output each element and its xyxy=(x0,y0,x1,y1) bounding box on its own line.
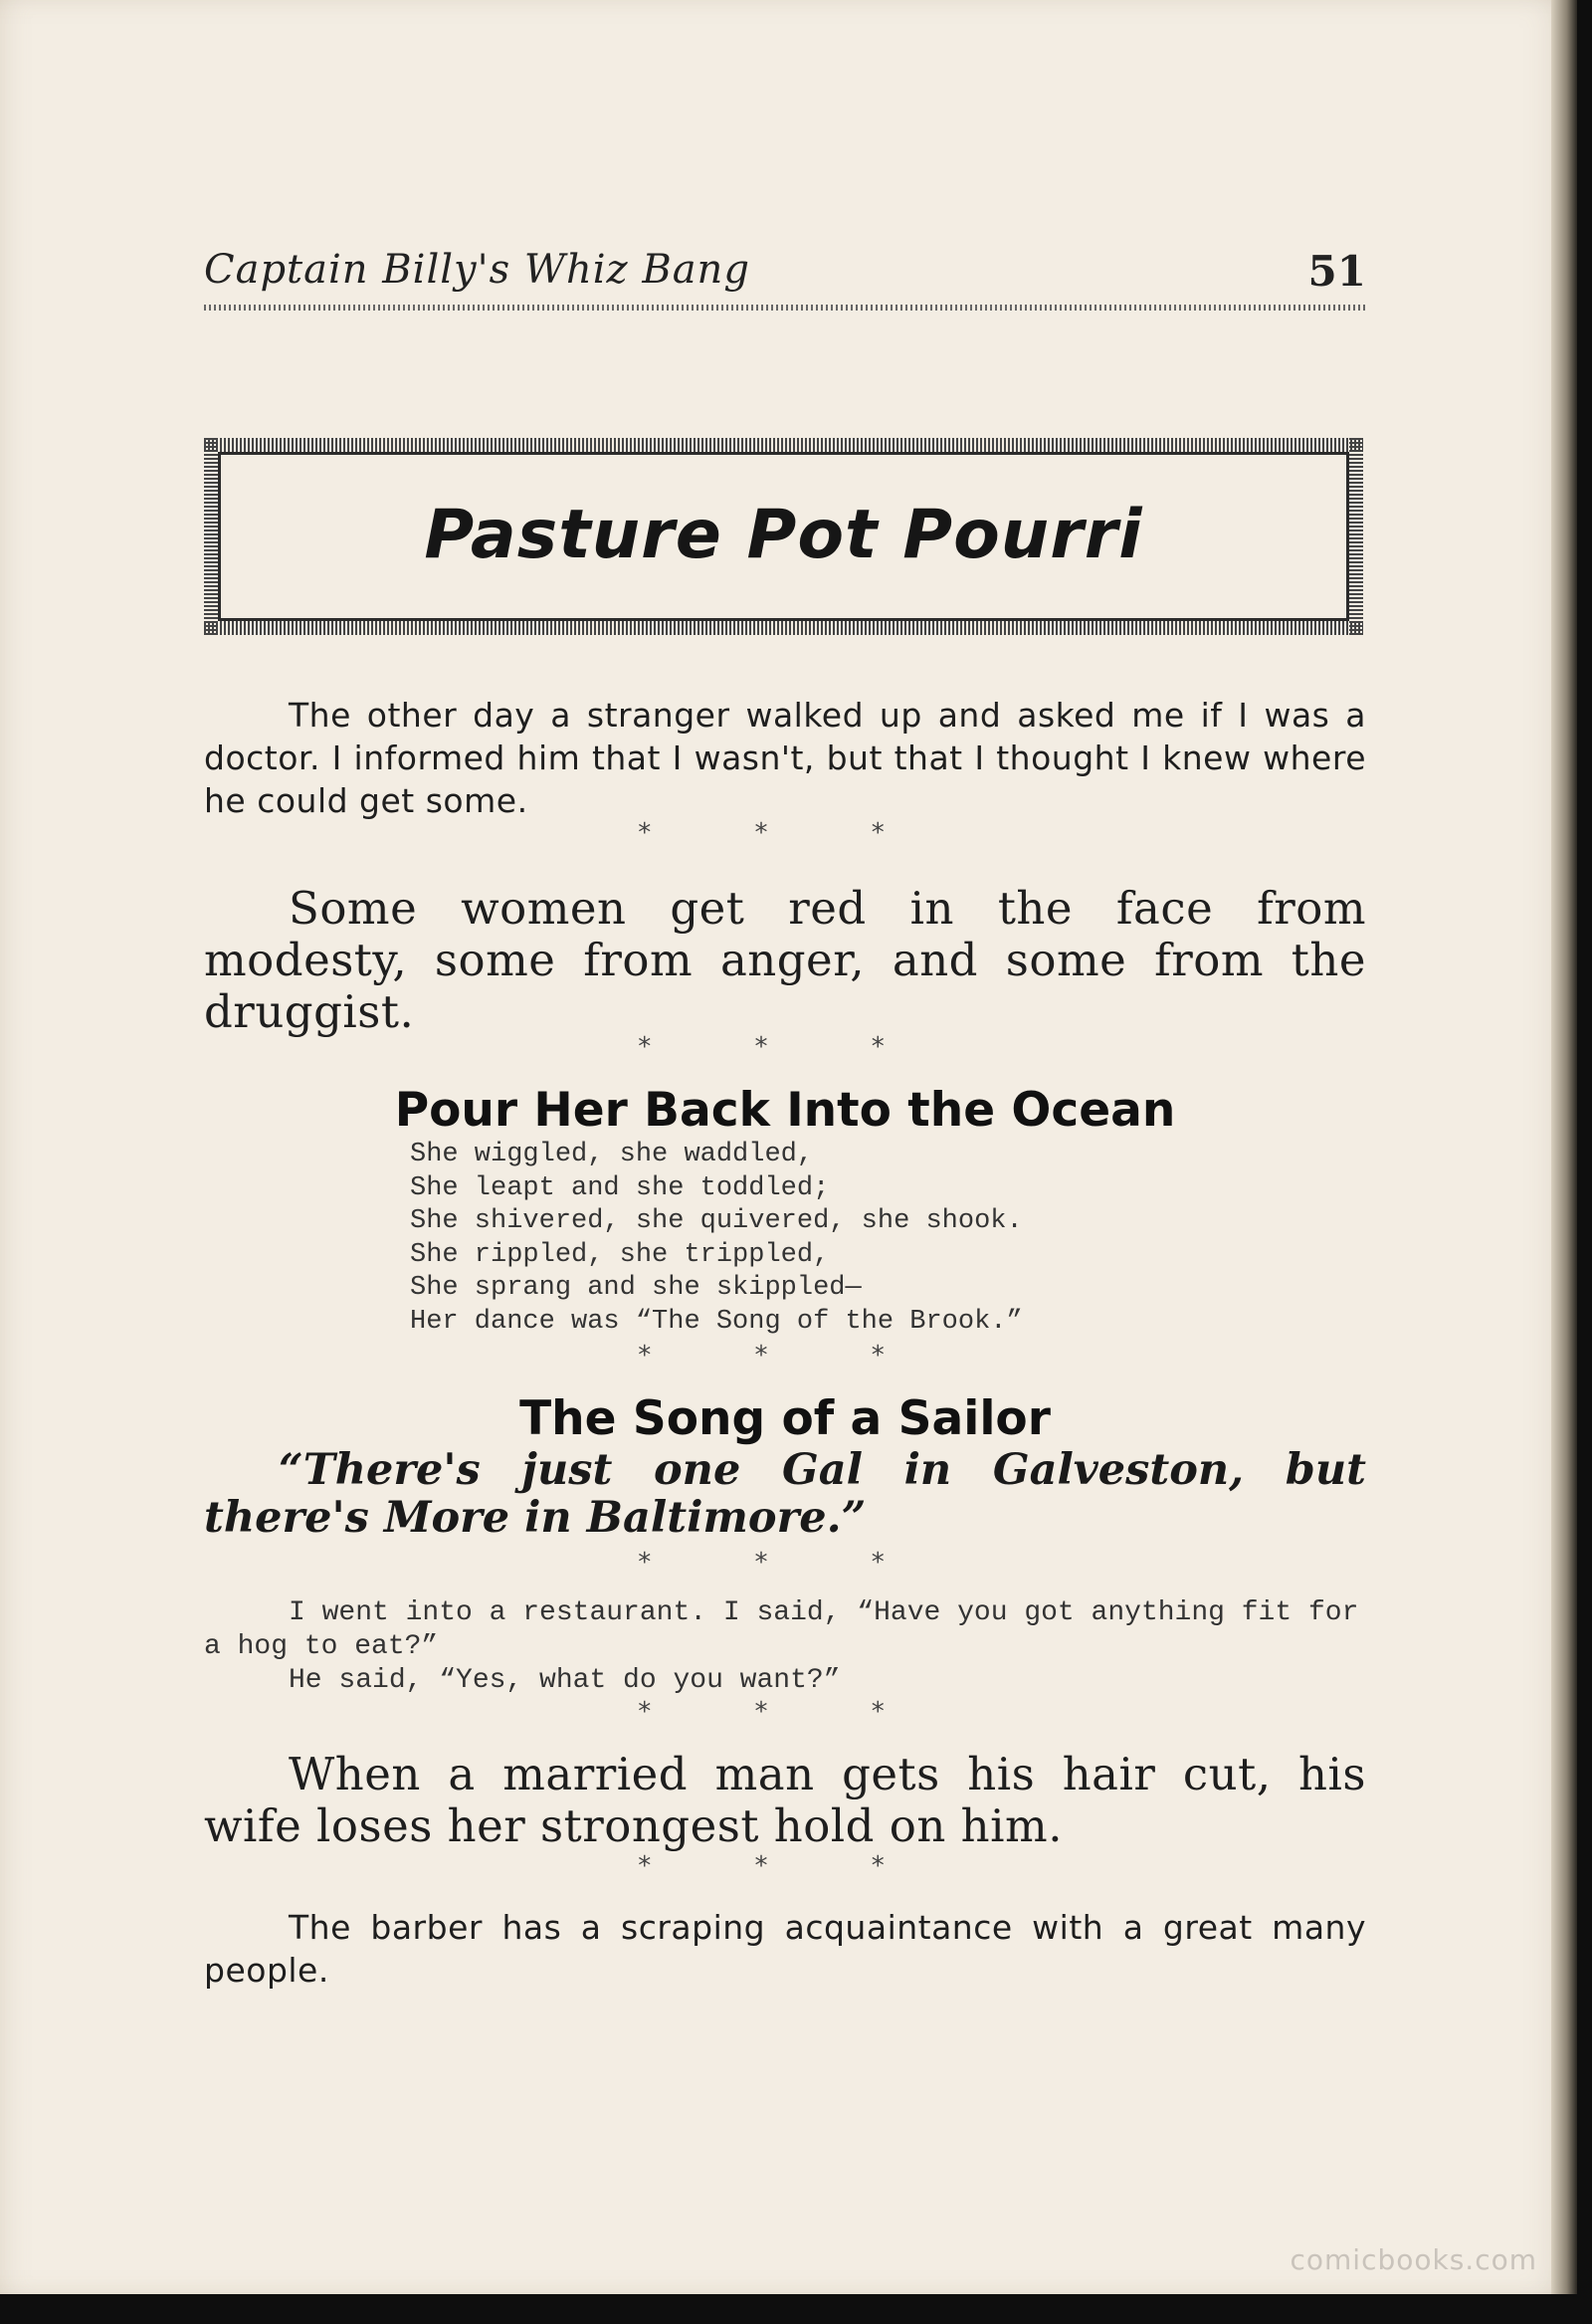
haircut-joke: When a married man gets his hair cut, his wife loses her strongest hold on him. xyxy=(204,1748,1366,1852)
scan-bottom-edge xyxy=(0,2294,1592,2324)
separator-stars: * * * xyxy=(638,1341,932,1371)
section-title-box xyxy=(204,438,1363,635)
separator-stars: * * * xyxy=(638,1851,932,1881)
section-title: Pasture Pot Pourri xyxy=(424,496,1143,574)
restaurant-line-2: He said, “Yes, what do you want?” xyxy=(289,1665,841,1696)
separator-stars: * * * xyxy=(638,1032,932,1062)
running-header xyxy=(204,247,1366,307)
separator-stars: * * * xyxy=(638,1697,932,1727)
separator-stars: * * * xyxy=(638,1548,932,1578)
poem-line: She leapt and she toddled; xyxy=(410,1172,830,1203)
page-number: 51 xyxy=(1307,247,1366,296)
poem-line: She wiggled, she waddled, xyxy=(410,1140,814,1169)
doctor-joke: The other day a stranger walked up and asked me if I was a doctor. I informed him that I wasn't, but that I thought I knew where he could get some. xyxy=(204,696,1366,820)
sailor-heading: The Song of a Sailor xyxy=(519,1391,1051,1446)
sailor-quote: “There's just one Gal in Galveston, but there's More in Baltimore.” xyxy=(204,1445,1366,1543)
title-border-bottom xyxy=(204,621,1363,635)
header-rule xyxy=(204,305,1366,311)
barber-joke: The barber has a scraping acquaintance with a great many people. xyxy=(204,1908,1366,1990)
women-joke: Some women get red in the face from modesty, some from anger, and some from the druggist. xyxy=(204,882,1366,1038)
restaurant-line-1: I went into a restaurant. I said, “Have you got anything fit for a hog to eat?” xyxy=(204,1597,1359,1662)
poem-line: She sprang and she skippled— xyxy=(410,1273,862,1303)
ocean-poem xyxy=(410,1139,1206,1339)
publication-title: Captain Billy's Whiz Bang xyxy=(204,247,750,293)
poem-line: Her dance was “The Song of the Brook.” xyxy=(410,1306,1023,1337)
ocean-heading: Pour Her Back Into the Ocean xyxy=(394,1083,1176,1138)
poem-line: She shivered, she quivered, she shook. xyxy=(410,1206,1023,1236)
watermark: comicbooks.com xyxy=(1290,2243,1537,2276)
page-spine-shadow xyxy=(1551,0,1577,2294)
poem-line: She rippled, she trippled, xyxy=(410,1239,830,1270)
title-border-top xyxy=(204,438,1363,452)
separator-stars: * * * xyxy=(638,818,932,848)
